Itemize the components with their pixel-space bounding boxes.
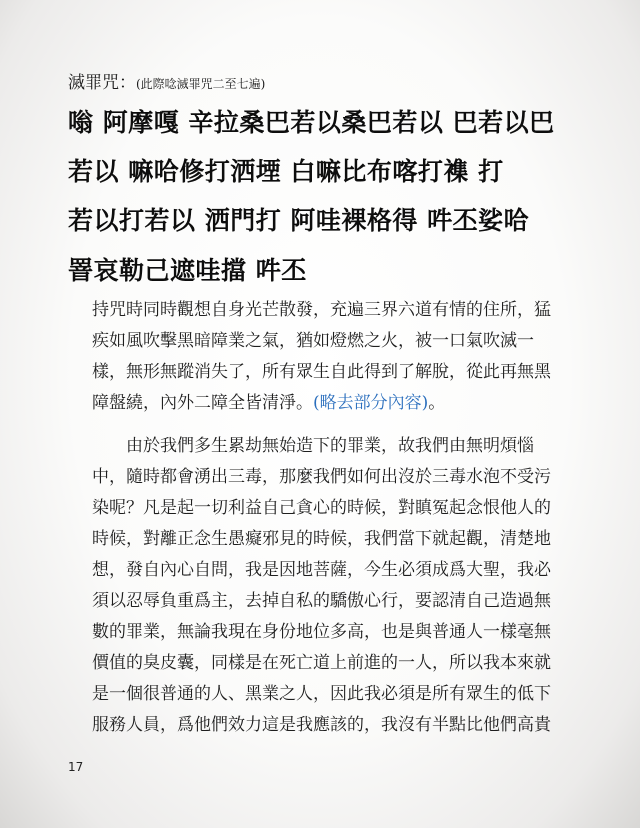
- section-heading: [68, 68, 265, 93]
- mantra-line: 罯哀勒己遮哇擋 吽丕: [68, 256, 307, 285]
- paragraph-visualization: [92, 295, 574, 419]
- text-line: 由於我們多生累劫無始造下的罪業，故我們由無明煩惱: [126, 436, 534, 456]
- text-line: 數的罪業，無論我現在身份地位多高，也是與普通人一樣毫無: [92, 622, 551, 642]
- text-line: 價值的臭皮囊，同樣是在死亡道上前進的一人，所以我本來就: [92, 653, 551, 673]
- text-segment: 障盤繞，內外二障全皆清淨。: [92, 393, 313, 413]
- text-line: 想，發自內心自問，我是因地菩薩，今生必須成爲大聖，我必: [92, 560, 551, 580]
- mantra-line: 嗡 阿摩嘎 辛拉桑巴若以桑巴若以 巴若以巴: [68, 108, 555, 137]
- text-line: 時候，對離正念生愚癡邪見的時候，我們當下就起觀，清楚地: [92, 529, 551, 549]
- text-line: 須以忍辱負重爲主，去掉自私的驕傲心行，要認清自己造過無: [92, 591, 551, 611]
- paragraph-reflection: [92, 431, 574, 741]
- text-segment: 。: [428, 393, 446, 413]
- heading-title: 滅罪咒：: [68, 73, 136, 93]
- text-line: 疾如風吹擊黑暗障業之氣，猶如燈燃之火，被一口氣吹滅一: [92, 331, 534, 351]
- text-line: 持咒時同時觀想自身光芒散發，充遍三界六道有情的住所，猛: [92, 300, 551, 320]
- text-line: [92, 388, 574, 419]
- text-line: 樣，無形無蹤消失了，所有眾生自此得到了解脫，從此再無黑: [92, 362, 551, 382]
- text-line: 是一個很普通的人、黑業之人，因此我必須是所有眾生的低下: [92, 684, 551, 704]
- text-line: 服務人員，爲他們效力這是我應該的，我沒有半點比他們高貴: [92, 715, 551, 735]
- heading-note: (此際唸滅罪咒二至七遍): [136, 77, 266, 91]
- mantra-line: 若以打若以 洒門打 阿哇裸格得 吽丕娑哈: [68, 206, 530, 235]
- mantra-line: 若以 嘛哈修打洒堙 白嘛比布喀打襍 打: [68, 157, 504, 186]
- text-line: 中，隨時都會湧出三毒，那麼我們如何出沒於三毒水泡不受污: [92, 467, 551, 487]
- page-number: 17: [68, 760, 84, 774]
- omitted-content-note: (略去部分內容): [313, 393, 429, 413]
- text-line: 染呢？凡是起一切利益自己貪心的時候，對瞋冤起念恨他人的: [92, 498, 551, 518]
